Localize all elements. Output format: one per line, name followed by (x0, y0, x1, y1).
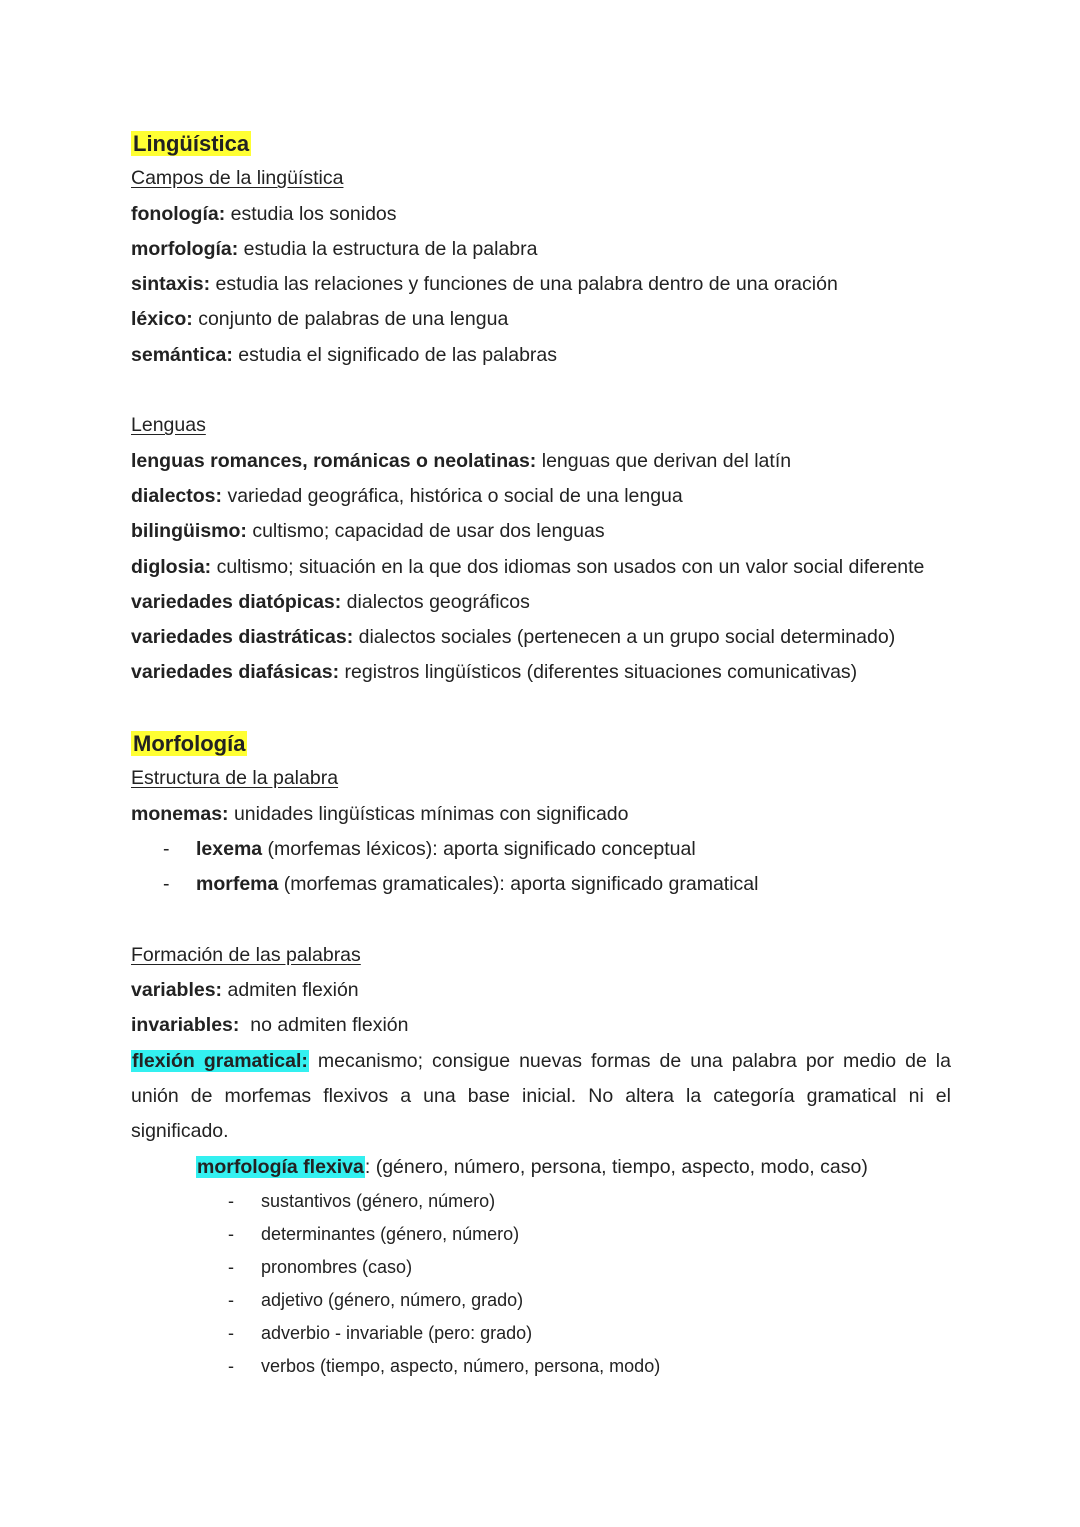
heading-lenguas: Lenguas (131, 414, 206, 437)
definition-line: bilingüismo: cultismo; capacidad de usar dos lenguas (131, 520, 605, 543)
definition-line: semántica: estudia el significado de las palabras (131, 343, 558, 366)
heading-estructura: Estructura de la palabra (131, 767, 339, 790)
title-morfologia: Morfología (133, 731, 246, 757)
document-page (131, 126, 951, 1383)
flexiva-term: morfología flexiva (197, 1155, 364, 1178)
definition-line: fonología: estudia los sonidos (131, 202, 397, 225)
definition-line: morfología: estudia la estructura de la palabra (131, 237, 538, 260)
definition-line: variedades diafásicas: registros lingüísticos (diferentes situaciones comunicativas) (131, 661, 858, 684)
list-item: - lexema (morfemas léxicos): aporta significado conceptual (163, 837, 696, 860)
list-item: - sustantivos (género, número) (228, 1190, 496, 1211)
flexion-paragraph: flexión gramatical: mecanismo; consigue nuevas formas de una palabra por medio de la unión de morfemas flexivos a una base inicial. No altera la categoría gramatical ni el significado. (131, 1049, 951, 1143)
heading-formacion: Formación de las palabras (131, 943, 361, 966)
definition-line: diglosia: cultismo; situación en la que dos idiomas son usados con un valor social diferente (131, 555, 925, 578)
list-item: - adverbio - invariable (pero: grado) (228, 1322, 533, 1343)
list-item: - determinantes (género, número) (228, 1223, 520, 1244)
list-item: - verbos (tiempo, aspecto, número, persona, modo) (228, 1355, 661, 1376)
heading-campos: Campos de la lingüística (131, 167, 344, 190)
flexion-term: flexión gramatical: (132, 1049, 308, 1072)
list-item: - morfema (morfemas gramaticales): aporta significado gramatical (163, 873, 759, 896)
definition-line: dialectos: variedad geográfica, histórica o social de una lengua (131, 484, 683, 507)
definition-line: variables: admiten flexión (131, 979, 359, 1002)
definition-line: variedades diatópicas: dialectos geográficos (131, 590, 530, 613)
definition-line: léxico: conjunto de palabras de una lengua (131, 308, 509, 331)
definition-line: variedades diastráticas: dialectos sociales (pertenecen a un grupo social determinado) (131, 626, 896, 649)
list-item: - adjetivo (género, número, grado) (228, 1289, 524, 1310)
list-item: - pronombres (caso) (228, 1256, 413, 1277)
title-linguistica: Lingüística (133, 131, 250, 156)
flexiva-line: morfología flexiva: (género, número, persona, tiempo, aspecto, modo, caso) (197, 1155, 868, 1178)
definition-line: sintaxis: estudia las relaciones y funciones de una palabra dentro de una oración (131, 273, 838, 296)
definition-line: invariables: no admiten flexión (131, 1014, 409, 1037)
definition-line: monemas: unidades lingüísticas mínimas con significado (131, 802, 629, 825)
definition-line: lenguas romances, románicas o neolatinas: lenguas que derivan del latín (131, 449, 792, 472)
